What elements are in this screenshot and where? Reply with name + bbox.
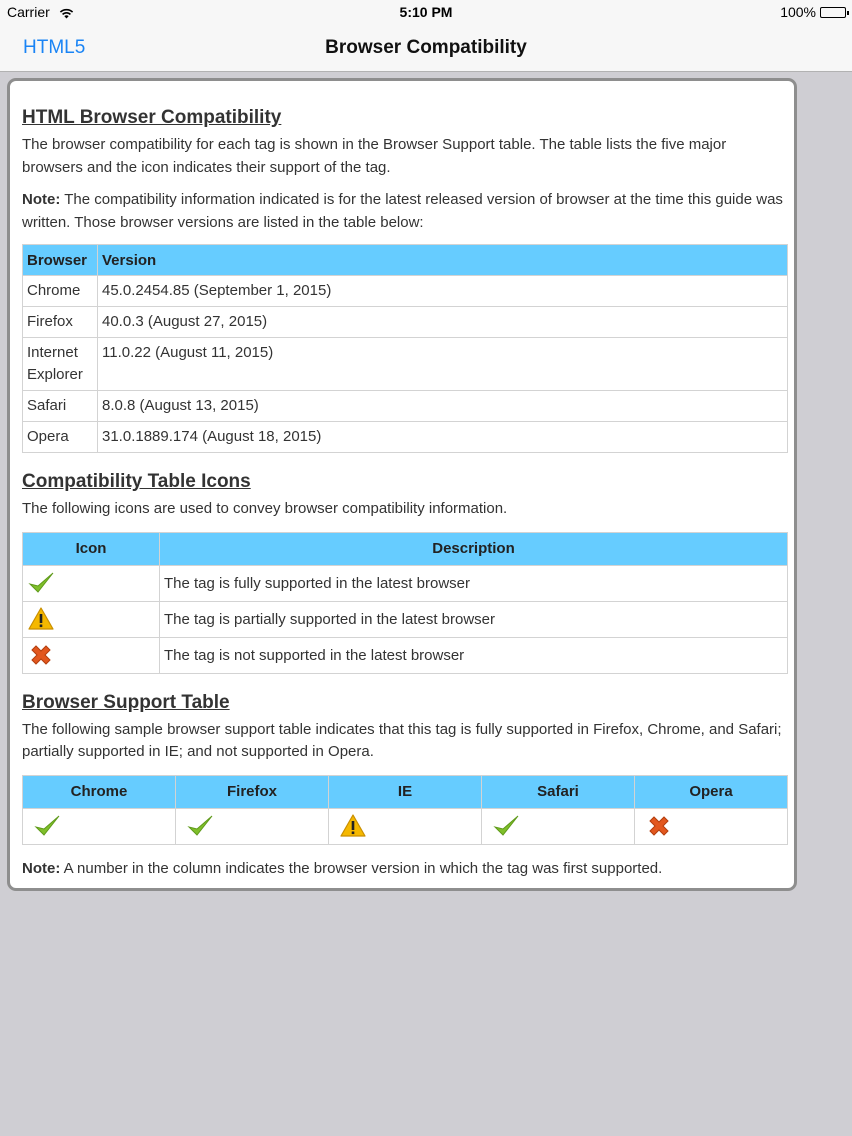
support-cell-opera <box>635 808 788 844</box>
browser-cell: Internet Explorer <box>23 338 98 391</box>
check-icon <box>33 812 61 840</box>
cross-icon <box>645 812 673 840</box>
note-label: Note: <box>22 859 61 877</box>
note-text: The compatibility information indicated is for the latest released version of browser at the time this guide was written. Those browser versions are listed in the table below: <box>22 191 783 231</box>
status-bar <box>0 0 852 24</box>
section-intro: The following sample browser support table indicates that this tag is fully supported in Firefox, Chrome, and Safari; partially supported in IE; and not supported in Opera. <box>22 720 782 760</box>
table-row <box>23 637 788 673</box>
column-header-firefox: Firefox <box>176 775 329 808</box>
icon-cell <box>23 637 160 673</box>
check-icon <box>186 812 214 840</box>
table-header-row <box>23 532 788 565</box>
note-paragraph <box>22 189 788 234</box>
section-heading-browser-support: Browser Support Table <box>22 691 230 713</box>
icon-cell <box>23 601 160 637</box>
icons-table <box>22 532 788 674</box>
battery-icon <box>820 7 846 18</box>
check-icon <box>27 569 55 597</box>
support-cell-safari <box>482 808 635 844</box>
description-cell: The tag is fully supported in the latest browser <box>160 565 788 601</box>
description-cell: The tag is partially supported in the latest browser <box>160 601 788 637</box>
article <box>22 106 788 880</box>
back-button[interactable]: HTML5 <box>23 37 86 58</box>
note-label: Note: <box>22 191 61 208</box>
check-icon <box>492 812 520 840</box>
description-cell: The tag is not supported in the latest browser <box>160 637 788 673</box>
table-row <box>23 307 788 338</box>
column-header: Icon <box>23 532 160 565</box>
section-intro: The following icons are used to convey browser compatibility information. <box>22 500 508 517</box>
browser-cell: Safari <box>23 391 98 422</box>
support-cell-ie <box>329 808 482 844</box>
browser-support-table <box>22 775 788 845</box>
table-row <box>23 601 788 637</box>
table-row <box>23 391 788 422</box>
version-cell: 8.0.8 (August 13, 2015) <box>98 391 788 422</box>
version-cell: 31.0.1889.174 (August 18, 2015) <box>98 422 788 453</box>
battery-indicator <box>780 4 846 20</box>
column-header: Version <box>98 245 788 276</box>
browser-cell: Chrome <box>23 276 98 307</box>
table-row <box>23 338 788 391</box>
page-title: Browser Compatibility <box>325 37 527 58</box>
browser-versions-table <box>22 244 788 453</box>
table-row <box>23 422 788 453</box>
warning-icon <box>339 812 367 840</box>
clock: 5:10 PM <box>399 4 453 20</box>
table-header-row <box>23 775 788 808</box>
column-header-opera: Opera <box>635 775 788 808</box>
version-cell: 11.0.22 (August 11, 2015) <box>98 338 788 391</box>
icon-cell <box>23 565 160 601</box>
browser-cell: Opera <box>23 422 98 453</box>
support-cell-firefox <box>176 808 329 844</box>
column-header-ie: IE <box>329 775 482 808</box>
note-paragraph <box>22 858 788 881</box>
battery-percent: 100% <box>780 4 816 20</box>
table-row <box>23 808 788 844</box>
carrier-text: Carrier <box>7 4 50 20</box>
table-row <box>23 276 788 307</box>
note-text: A number in the column indicates the browser version in which the tag was first supported. <box>60 859 663 877</box>
column-header: Description <box>160 532 788 565</box>
column-header-safari: Safari <box>482 775 635 808</box>
support-cell-chrome <box>23 808 176 844</box>
table-row <box>23 565 788 601</box>
section-heading-browser-compatibility: HTML Browser Compatibility <box>22 107 282 128</box>
section-heading-icons: Compatibility Table Icons <box>22 471 251 492</box>
version-cell: 45.0.2454.85 (September 1, 2015) <box>98 276 788 307</box>
warning-icon <box>27 605 55 633</box>
navigation-bar <box>0 24 852 72</box>
column-header-chrome: Chrome <box>23 775 176 808</box>
cross-icon <box>27 641 55 669</box>
content-card <box>7 78 797 891</box>
column-header: Browser <box>23 245 98 276</box>
table-header-row <box>23 245 788 276</box>
version-cell: 40.0.3 (August 27, 2015) <box>98 307 788 338</box>
section-intro: The browser compatibility for each tag is shown in the Browser Support table. The table lists the five major browsers and the icon indicates their support of the tag. <box>22 136 727 176</box>
browser-cell: Firefox <box>23 307 98 338</box>
